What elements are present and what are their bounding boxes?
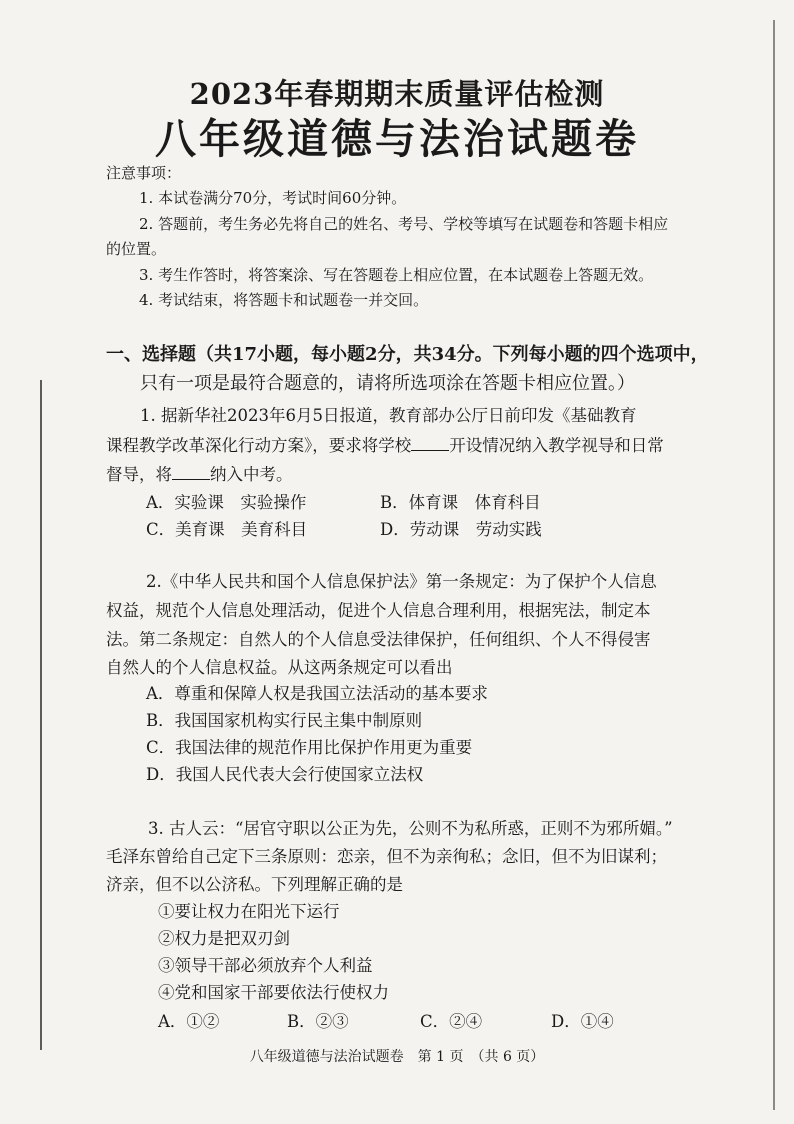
exam-title-line1: 2023年春期期末质量评估检测	[189, 77, 605, 111]
question-3-option-b: B．②③	[287, 1012, 349, 1031]
question-1-option-a: A．实验课 实验操作	[146, 493, 307, 512]
notice-heading: 注意事项：	[106, 164, 182, 182]
question-3-option-d: D．①④	[551, 1012, 614, 1031]
notice-item-2-cont: 的位置。	[106, 240, 167, 258]
question-1-line3	[106, 461, 293, 485]
question-3-statement-1: ①要让权力在阳光下运行	[158, 902, 340, 921]
question-1-line2b: 开设情况纳入教学视导和日常	[449, 436, 664, 455]
question-1-line2a: 课程教学改革深化行动方案》，要求将学校	[106, 436, 412, 455]
notice-item-4: 4. 考试结束，将答题卡和试题卷一并交回。	[139, 291, 429, 309]
question-3-statement-4: ④党和国家干部要依法行使权力	[158, 983, 389, 1002]
question-1-line3a: 督导，将	[106, 465, 172, 484]
section-1-instructions: 只有一项是最符合题意的，请将所选项涂在答题卡相应位置。）	[140, 373, 635, 394]
question-3-statement-2: ②权力是把双刃剑	[158, 929, 290, 948]
question-1-option-c: C．美育课 美育科目	[146, 520, 308, 539]
question-2-line2: 权益，规范个人信息处理活动，促进个人信息合理利用，根据宪法，制定本	[106, 601, 651, 620]
question-1-line1: 1. 据新华社2023年6月5日报道，教育部办公厅日前印发《基础教育	[140, 406, 637, 425]
answer-blank	[172, 465, 210, 480]
exam-title-line2: 八年级道德与法治试题卷	[155, 115, 639, 163]
question-2-option-c: C．我国法律的规范作用比保护作用更为重要	[146, 738, 473, 757]
question-3-option-c: C．②④	[420, 1012, 483, 1031]
question-3-option-a: A．①②	[158, 1012, 220, 1031]
question-3-line2: 毛泽东曾给自己定下三条原则：恋亲，但不为亲徇私；念旧，但不为旧谋利；	[106, 847, 667, 866]
question-2-option-d: D．我国人民代表大会行使国家立法权	[146, 765, 424, 784]
question-3-line1: 3. 古人云：“居官守职以公正为先，公则不为私所惑，正则不为邪所媚。”	[148, 819, 673, 838]
question-1-option-d: D．劳动课 劳动实践	[380, 520, 542, 539]
question-1-line3b: 纳入中考。	[210, 465, 293, 484]
left-binding-line	[40, 380, 42, 1050]
question-3-line3: 济亲，但不以公济私。下列理解正确的是	[106, 875, 403, 894]
right-binding-line	[773, 20, 775, 1110]
question-2-line3: 法。第二条规定：自然人的个人信息受法律保护，任何组织、个人不得侵害	[106, 630, 651, 649]
notice-item-2: 2. 答题前，考生务必先将自己的姓名、考号、学校等填写在试题卷和答题卡相应	[139, 215, 669, 233]
question-2-option-b: B．我国国家机构实行民主集中制原则	[146, 711, 423, 730]
question-2-option-a: A．尊重和保障人权是我国立法活动的基本要求	[146, 684, 488, 703]
question-1-option-b: B．体育课 体育科目	[380, 493, 541, 512]
answer-blank	[411, 436, 449, 451]
notice-item-3: 3. 考生作答时，将答案涂、写在答题卷上相应位置，在本试题卷上答题无效。	[139, 266, 654, 284]
page-footer: 八年级道德与法治试题卷 第 1 页 （共 6 页）	[249, 1049, 545, 1065]
question-3-statement-3: ③领导干部必须放弃个人利益	[158, 956, 373, 975]
notice-item-1: 1. 本试卷满分70分，考试时间60分钟。	[139, 189, 407, 207]
question-2-line1: 2.《中华人民共和国个人信息保护法》第一条规定：为了保护个人信息	[146, 572, 657, 591]
question-1-line2	[106, 432, 664, 456]
section-1-heading: 一、选择题（共17小题，每小题2分，共34分。下列每小题的四个选项中，	[106, 344, 709, 365]
question-2-line4: 自然人的个人信息权益。从这两条规定可以看出	[106, 658, 453, 677]
